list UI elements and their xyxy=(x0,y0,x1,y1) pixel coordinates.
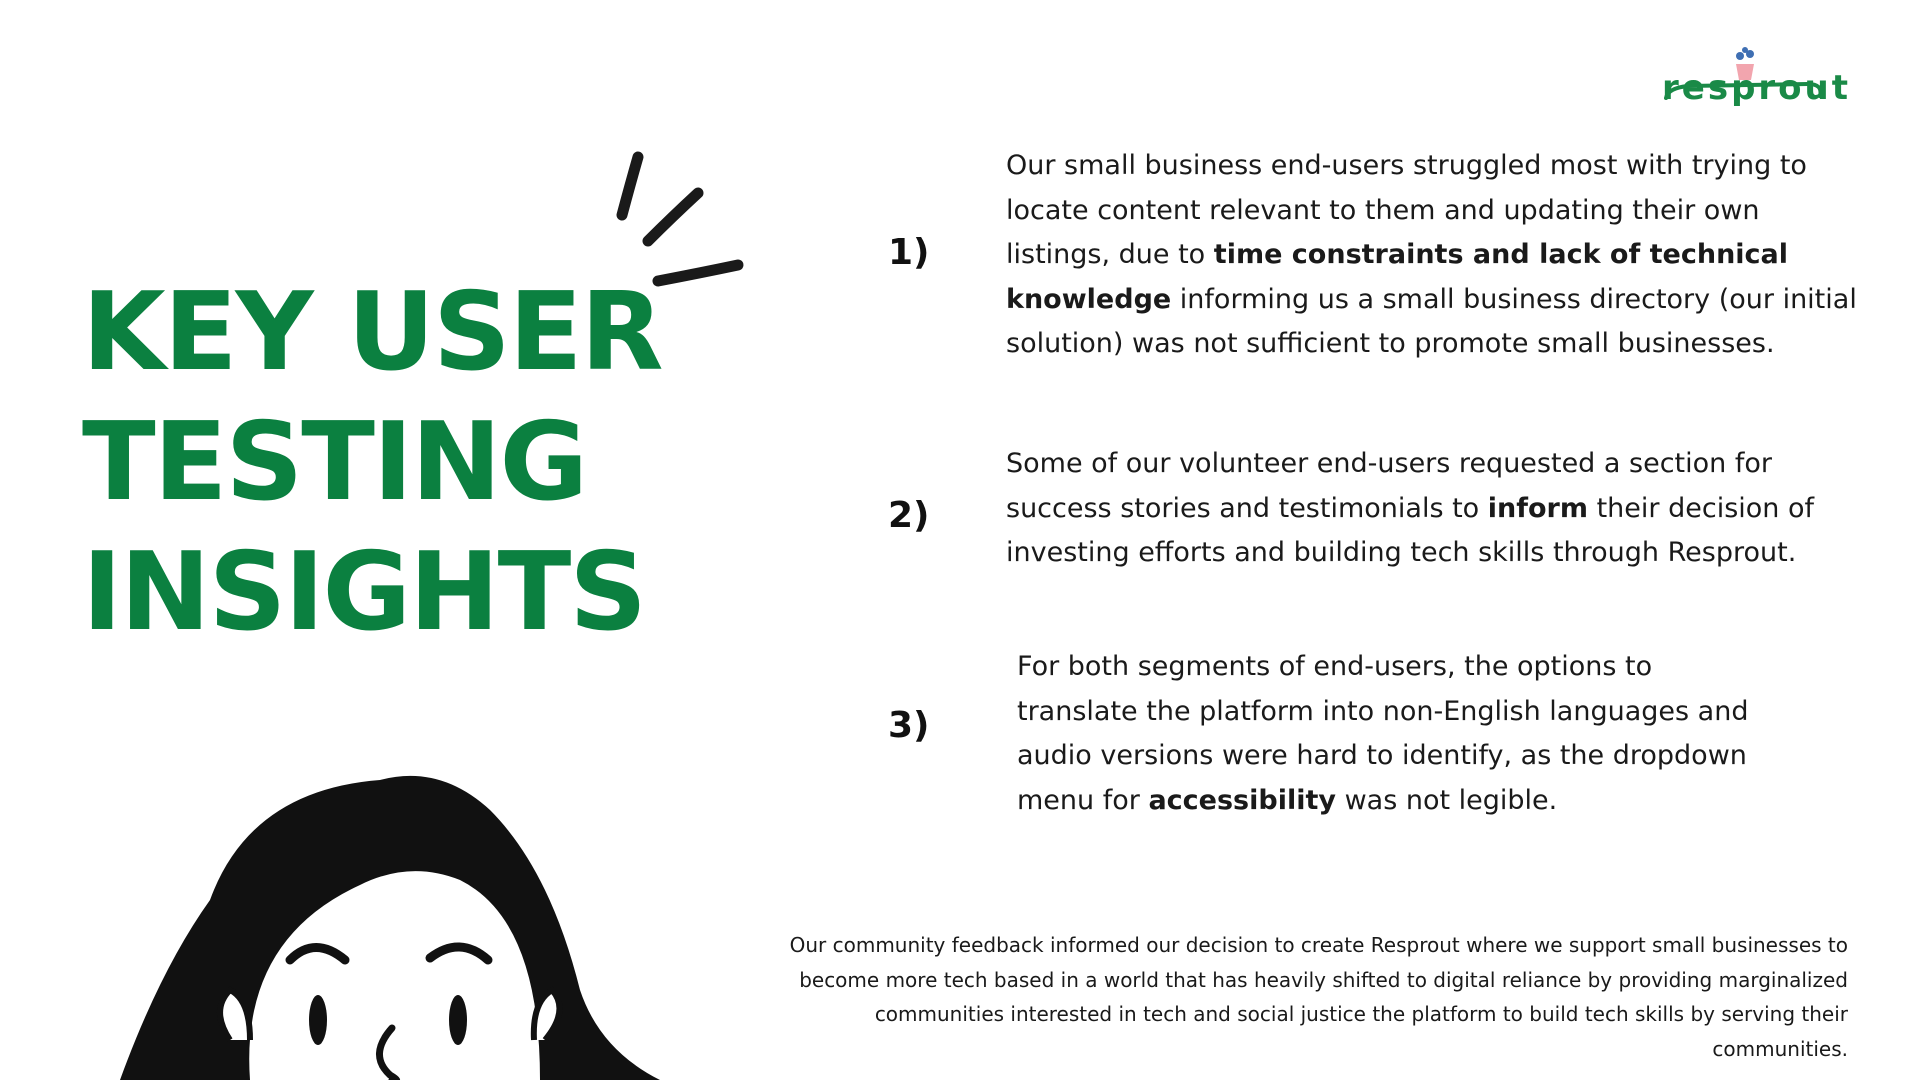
title-line-2: TESTING xyxy=(82,400,587,525)
insight-1-bold: time constraints and lack of technical knowledge xyxy=(1006,239,1789,315)
insight-2-bold: inform xyxy=(1487,492,1589,524)
insight-1-text-after: informing us a small business directory (our initial solution) was not sufficient to promote small businesses. xyxy=(1006,283,1857,359)
logo-text: resprout xyxy=(1662,68,1851,108)
insight-3-bold: accessibility xyxy=(1148,784,1336,816)
insight-2-text: Some of our volunteer end-users requested a section for success stories and testimonials to xyxy=(1006,448,1772,524)
footer-summary: Our community feedback informed our decision to create Resprout where we support small businesses to become more tech based in a world that has heavily shifted to digital reliance by providing marginalized communities interested in tech and social justice the platform to build tech skills by serving their communities. xyxy=(789,933,1848,1061)
insight-3-text-after: was not legible. xyxy=(1335,784,1558,816)
insight-number-2: 2) xyxy=(888,495,930,536)
insight-1 xyxy=(1006,144,1866,367)
thinking-woman-illustration xyxy=(100,770,680,1080)
insight-3-text: For both segments of end-users, the options to translate the platform into non-English languages and audio versions were hard to identify, as the dropdown menu for xyxy=(1017,651,1749,816)
insight-3 xyxy=(1017,645,1777,823)
title-line-1: KEY USER xyxy=(82,270,662,395)
insight-2-text-after: their decision of investing efforts and building tech skills through Resprout. xyxy=(1006,492,1814,568)
title-line-3: INSIGHTS xyxy=(82,530,646,655)
insight-1-text: Our small business end-users struggled most with trying to locate content relevant to them and updating their own listings, due to xyxy=(1006,150,1807,270)
page-title xyxy=(82,268,662,658)
resprout-logo xyxy=(1658,46,1851,114)
insight-2 xyxy=(1006,442,1866,576)
insight-number-1: 1) xyxy=(888,232,930,273)
insight-number-3: 3) xyxy=(888,705,930,746)
